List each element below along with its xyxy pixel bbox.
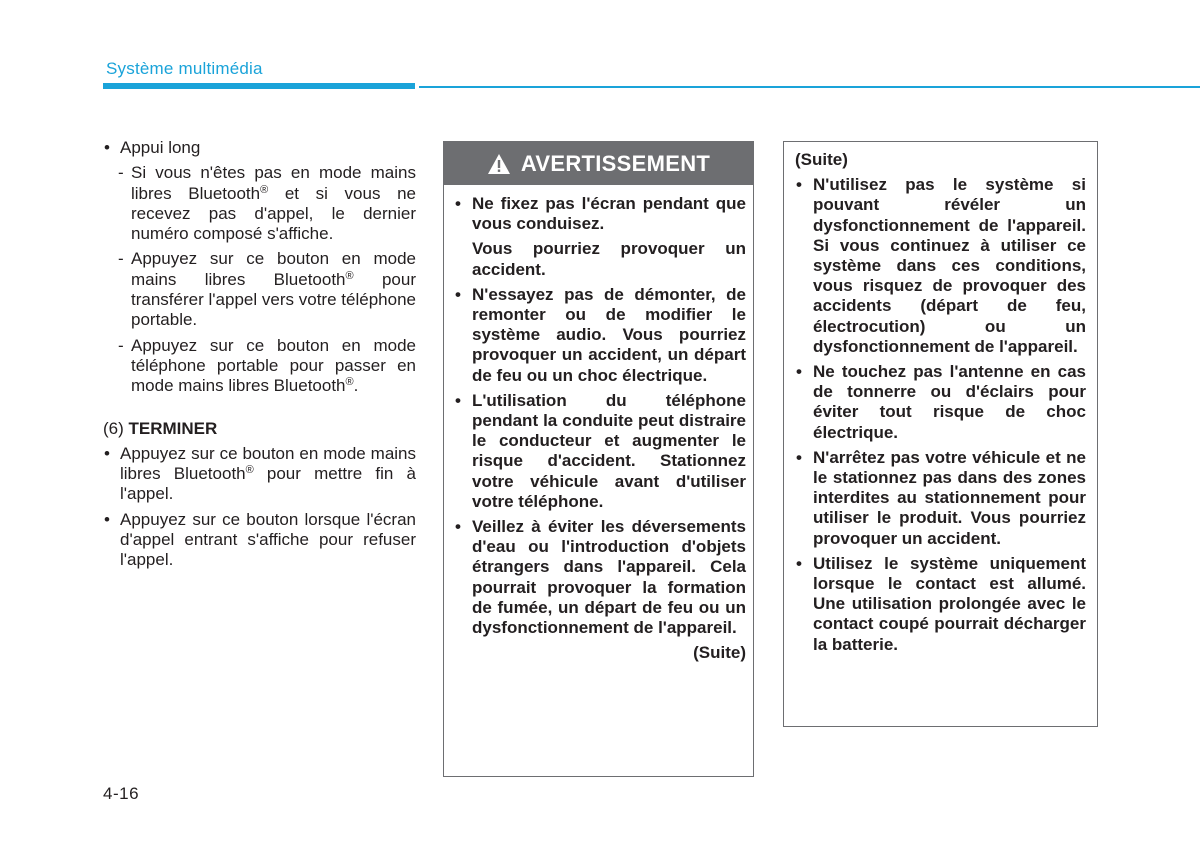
dash-text: et si vous ne recevez pas d'appel, le dernier numéro composé s'affiche.: [131, 183, 416, 244]
bullet-terminer-2: [103, 510, 416, 571]
section-heading-title: TERMINER: [128, 418, 218, 438]
warning-item: • Utilisez le système uniquement lorsque le contact est allumé. Une utilisation prolongée avec le contact coupé pourrait décharger la batterie.: [795, 554, 1086, 655]
warning-body: [454, 194, 746, 663]
dash-text: Si vous n'êtes pas en mode mains libres Bluetooth: [131, 163, 416, 203]
warning-header: [444, 142, 753, 185]
page-number: 4-16: [103, 784, 140, 803]
bullet-text: Appuyez sur ce bouton lorsque l'écran d'appel entrant s'affiche pour refuser l'appel.: [120, 509, 416, 570]
warning-item: • N'utilisez pas le système si pouvant révéler un dysfonctionnement de l'appareil. Si vous continuez à utiliser ce système dans ces conditions, vous risquez de provoquer des accidents (départ de feu, électrocution) ou un dysfonctionnement de l'appareil.: [795, 175, 1086, 357]
warning-triangle-icon: [487, 153, 511, 175]
section-heading: [103, 419, 416, 439]
bullet-terminer-1: [103, 444, 416, 505]
bullet-appui-long: [103, 138, 416, 158]
dash-item-3: [103, 336, 416, 397]
dash-mark: -: [118, 335, 124, 355]
bullet-text: pour mettre fin à l'appel.: [120, 464, 416, 504]
left-column: [103, 138, 416, 571]
registered-mark: ®: [345, 376, 354, 389]
warning-subtext: Vous pourriez provoquer un accident.: [472, 239, 746, 279]
warning-item: • Ne fixez pas l'écran pendant que vous conduisez.: [454, 194, 746, 234]
bullet-text: Appui long: [120, 138, 201, 157]
dash-text: .: [353, 376, 359, 396]
dash-mark: -: [118, 163, 124, 183]
header-rule-thin: [419, 86, 1200, 88]
dash-text: Appuyez sur ce bouton en mode téléphone portable pour passer en mode mains libres Bluetooth: [131, 335, 416, 396]
dash-text: pour transférer l'appel vers votre téléphone portable.: [131, 269, 416, 330]
continued-label: (Suite): [693, 643, 746, 663]
dash-item-2: [103, 249, 416, 330]
header-rule-thick: [103, 83, 415, 89]
bullet-text: Appuyez sur ce bouton en mode mains libres Bluetooth: [120, 443, 416, 484]
section-number: (6): [103, 418, 129, 438]
dash-mark: -: [118, 249, 124, 269]
warning-item: • N'essayez pas de démonter, de remonter ou de modifier le système audio. Vous pourriez provoquer un accident, un départ de feu ou un choc électrique.: [454, 285, 746, 386]
dash-text: Appuyez sur ce bouton en mode mains libres Bluetooth: [131, 249, 416, 289]
registered-mark: ®: [245, 464, 254, 477]
continuation-heading: (Suite): [795, 150, 848, 169]
warning-title: AVERTISSEMENT: [520, 150, 711, 176]
warning-item: • L'utilisation du téléphone pendant la conduite peut distraire le conducteur et augmenter le risque d'accident. Stationnez votre véhicule avant d'utiliser votre téléphone.: [454, 391, 746, 512]
section-title: Système multimédia: [106, 59, 263, 78]
dash-item-1: [103, 163, 416, 244]
continuation-box: [783, 141, 1098, 727]
continuation-body: [795, 150, 1086, 655]
warning-item: • Ne touchez pas l'antenne en cas de tonnerre ou d'éclairs pour éviter tout risque de choc électrique.: [795, 362, 1086, 443]
warning-item: • N'arrêtez pas votre véhicule et ne le stationnez pas dans des zones interdites au stationnement pour utiliser le produit. Vous pourriez provoquer un accident.: [795, 448, 1086, 549]
warning-item: • Veillez à éviter les déversements d'eau ou l'introduction d'objets étrangers dans l'appareil. Cela pourrait provoquer la formation de fumée, un départ de feu ou un dysfonctionnement de l'appareil.: [454, 517, 746, 638]
warning-box: [443, 141, 754, 777]
registered-mark: ®: [260, 183, 269, 196]
registered-mark: ®: [345, 269, 354, 282]
